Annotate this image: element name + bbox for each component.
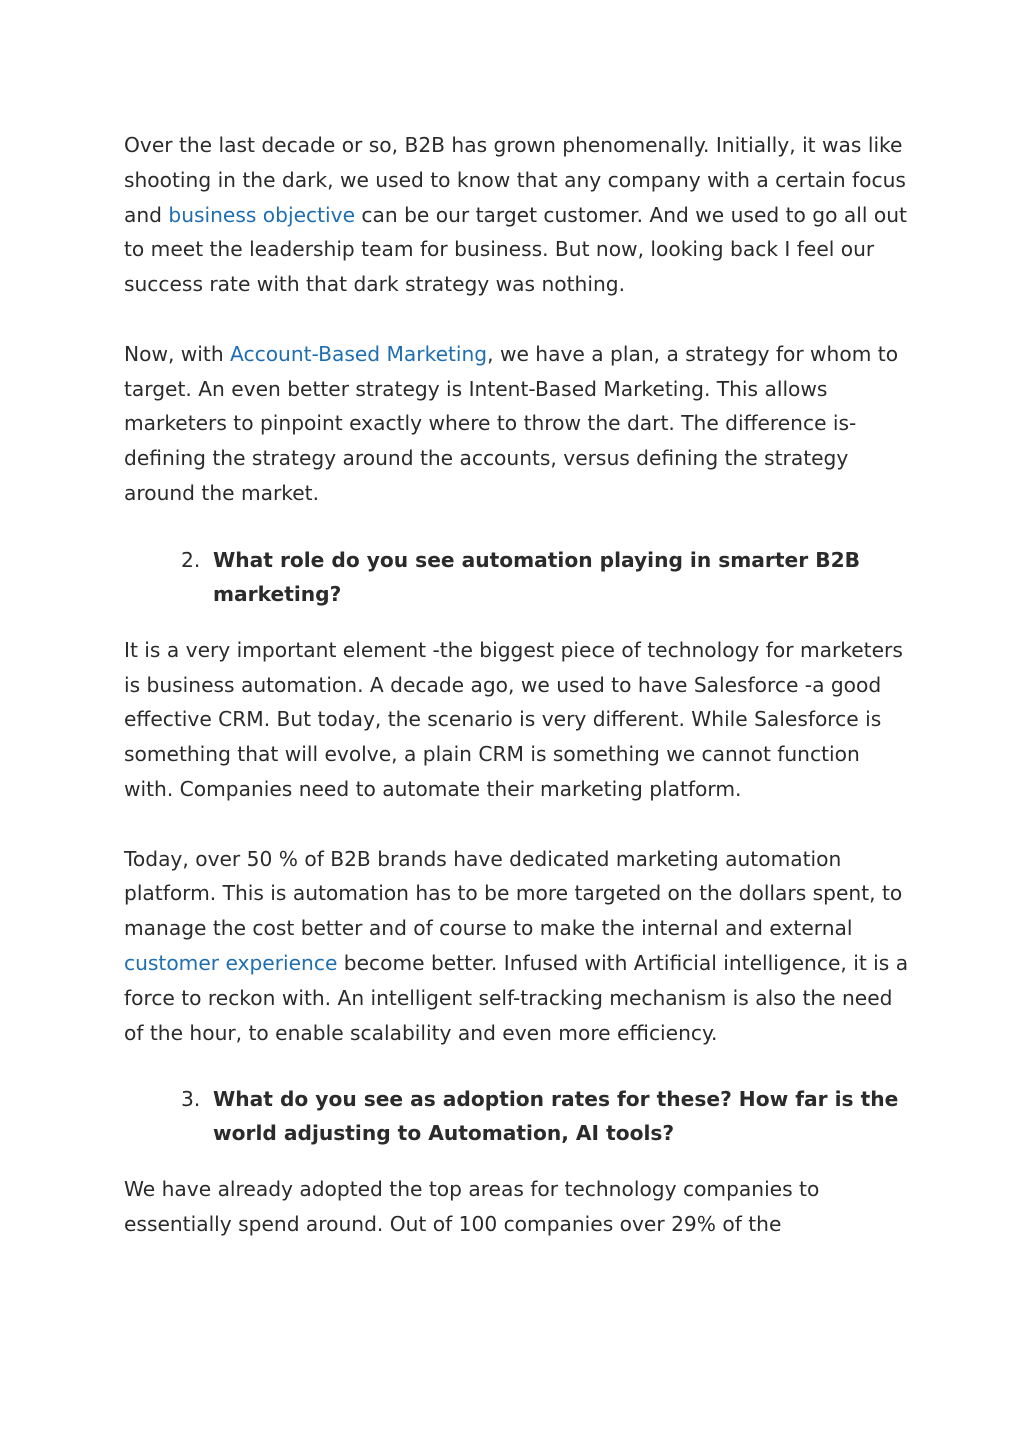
- paragraph-automation-role: It is a very important element -the biggest piece of technology for marketers is business automation. A decade ago, we used to have Salesforce -a good effective CRM. But today, the scenario is very different. While Salesforce is something that will evolve, a plain CRM is something we cannot function with. Companies need to automate their marketing platform.: [124, 637, 903, 801]
- paragraph-account-based-marketing: [124, 337, 914, 511]
- question-text: What role do you see automation playing in smarter B2B marketing?: [213, 547, 861, 606]
- question-2: [124, 543, 914, 611]
- paragraph-text: can be our target customer. And we used to go all out to meet the leadership team for business. But now, looking back I feel our success rate with that dark strategy was nothing.: [124, 202, 907, 297]
- paragraph-text: become better. Infused with Artificial intelligence, it is a force to reckon with. An intelligent self-tracking mechanism is also the need of the hour, to enable scalability and even more efficiency.: [124, 950, 909, 1045]
- question-number: 3.: [181, 1087, 201, 1112]
- customer-experience-link[interactable]: customer experience: [124, 950, 338, 975]
- question-number: 2.: [181, 547, 201, 572]
- paragraph-automation-platform: [124, 842, 914, 1051]
- paragraph-text: , we have a plan, a strategy for whom to target. An even better strategy is Intent-Based Marketing. This allows marketers to pinpoint exactly where to throw the dart. The difference is-defining the strategy around the accounts, versus defining the strategy around the market.: [124, 341, 899, 505]
- paragraph-adoption-rates: We have already adopted the top areas for technology companies to essentially spend around. Out of 100 companies over 29% of the: [124, 1177, 820, 1237]
- paragraph-text: Now, with: [124, 341, 231, 366]
- question-text: What do you see as adoption rates for these? How far is the world adjusting to Automation, AI tools?: [213, 1087, 899, 1146]
- account-based-marketing-link[interactable]: Account-Based Marketing: [230, 341, 488, 366]
- article-body: [124, 128, 914, 1242]
- business-objective-link[interactable]: business objective: [168, 202, 355, 227]
- paragraph-text: Over the last decade or so, B2B has grown phenomenally. Initially, it was like shooting in the dark, we used to know that any company with a certain focus and: [124, 133, 906, 227]
- question-3: [124, 1082, 914, 1150]
- paragraph-text: Today, over 50 % of B2B brands have dedicated marketing automation platform. This is automation has to be more targeted on the dollars spent, to manage the cost better and of course to make the internal and external: [124, 846, 903, 941]
- paragraph-b2b-growth: [124, 128, 914, 302]
